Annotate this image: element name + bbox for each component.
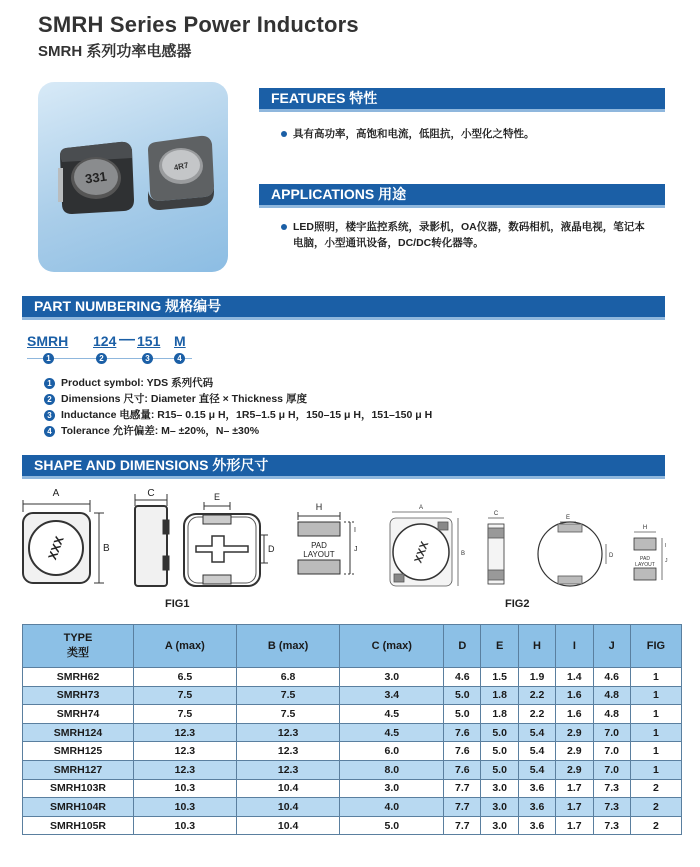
value-cell: 4.6 xyxy=(444,668,481,687)
column-header: D xyxy=(444,625,481,668)
fig2-dim-d: D xyxy=(609,553,614,559)
value-cell: 10.4 xyxy=(236,798,340,817)
value-cell: 1.8 xyxy=(481,686,518,705)
fig2-dim-c: C xyxy=(493,511,499,517)
value-cell: 4.8 xyxy=(593,705,630,724)
part-number-segment: M xyxy=(174,333,186,349)
value-cell: 7.7 xyxy=(444,779,481,798)
applications-heading: APPLICATIONS 用途 xyxy=(259,184,665,205)
dim-label-e: E xyxy=(213,492,221,502)
table-row xyxy=(23,742,682,761)
value-cell: 2 xyxy=(630,816,681,835)
value-cell: 1 xyxy=(630,760,681,779)
value-cell: 7.6 xyxy=(444,742,481,761)
value-cell: 7.0 xyxy=(593,723,630,742)
value-cell: 2.2 xyxy=(518,705,555,724)
value-cell: 1.8 xyxy=(481,705,518,724)
type-cell: SMRH62 xyxy=(23,668,134,687)
fig2-dim-j: J xyxy=(665,558,668,564)
value-cell: 3.6 xyxy=(518,798,555,817)
shape-dimensions-heading: SHAPE AND DIMENSIONS 外形尺寸 xyxy=(22,455,665,476)
column-header: H xyxy=(518,625,555,668)
value-cell: 1.6 xyxy=(556,705,593,724)
fig1-drawing xyxy=(14,486,364,598)
value-cell: 3.6 xyxy=(518,816,555,835)
value-cell: 12.3 xyxy=(236,723,340,742)
type-cell: SMRH127 xyxy=(23,760,134,779)
table-row xyxy=(23,705,682,724)
fig2-dim-b: B xyxy=(461,551,466,557)
page-subtitle: SMRH 系列功率电感器 xyxy=(38,43,192,60)
value-cell: 4.8 xyxy=(593,686,630,705)
value-cell: 7.5 xyxy=(236,705,340,724)
value-cell: 5.4 xyxy=(518,760,555,779)
fig2-pad: PAD xyxy=(640,556,650,562)
value-cell: 5.0 xyxy=(481,760,518,779)
value-cell: 1 xyxy=(630,686,681,705)
value-cell: 7.0 xyxy=(593,742,630,761)
table-row xyxy=(23,779,682,798)
value-cell: 3.0 xyxy=(481,779,518,798)
fig2-layout: LAYOUT xyxy=(635,562,655,568)
inductor-illustration xyxy=(38,82,228,272)
value-cell: 10.4 xyxy=(236,779,340,798)
value-cell: 6.8 xyxy=(236,668,340,687)
dim-label-j: J xyxy=(354,546,358,553)
fig2-dim-h: H xyxy=(642,525,648,531)
value-cell: 2 xyxy=(630,779,681,798)
value-cell: 3.6 xyxy=(518,779,555,798)
table-row xyxy=(23,760,682,779)
value-cell: 4.5 xyxy=(340,705,444,724)
dim-label-a: A xyxy=(52,488,60,499)
value-cell: 5.4 xyxy=(518,742,555,761)
value-cell: 2.9 xyxy=(556,742,593,761)
value-cell: 12.3 xyxy=(236,742,340,761)
table-body xyxy=(23,668,682,835)
value-cell: 1 xyxy=(630,742,681,761)
value-cell: 3.0 xyxy=(340,668,444,687)
dimensions-table xyxy=(22,624,682,835)
type-cell: SMRH125 xyxy=(23,742,134,761)
value-cell: 5.0 xyxy=(444,686,481,705)
value-cell: 7.5 xyxy=(134,686,237,705)
inductor-marking: 331 xyxy=(84,168,108,187)
table-row xyxy=(23,816,682,835)
marker-2: 2 xyxy=(96,353,107,364)
inductor-marking: 4R7 xyxy=(172,160,190,173)
features-heading: FEATURES 特性 xyxy=(259,88,665,109)
value-cell: 1.6 xyxy=(556,686,593,705)
fig1-label: FIG1 xyxy=(165,598,190,610)
bullet-icon xyxy=(281,224,287,230)
table-row xyxy=(23,723,682,742)
pad-label: PAD xyxy=(311,541,327,550)
legend-row: 2 Dimensions 尺寸: Diameter 直径 × Thickness 厚度 xyxy=(44,391,432,407)
table-header-row xyxy=(23,625,682,668)
dim-label-h: H xyxy=(315,502,323,512)
value-cell: 7.0 xyxy=(593,760,630,779)
marking-text: XXX xyxy=(45,534,67,562)
value-cell: 10.3 xyxy=(134,779,237,798)
value-cell: 3.0 xyxy=(481,798,518,817)
value-cell: 1 xyxy=(630,668,681,687)
value-cell: 5.0 xyxy=(340,816,444,835)
column-header: B (max) xyxy=(236,625,340,668)
legend-row: 4 Tolerance 允许偏差: M– ±20%，N– ±30% xyxy=(44,423,432,439)
value-cell: 12.3 xyxy=(134,760,237,779)
type-cell: SMRH124 xyxy=(23,723,134,742)
value-cell: 7.6 xyxy=(444,723,481,742)
part-numbering-legend xyxy=(44,375,432,439)
dim-label-b: B xyxy=(103,543,110,554)
value-cell: 12.3 xyxy=(236,760,340,779)
part-number-dash: — xyxy=(119,331,135,348)
fig2-marking: XXX xyxy=(412,539,432,565)
column-header: I xyxy=(556,625,593,668)
type-cell: SMRH73 xyxy=(23,686,134,705)
part-number-segment: 151 xyxy=(137,333,161,349)
value-cell: 1.7 xyxy=(556,779,593,798)
column-header: J xyxy=(593,625,630,668)
table-row xyxy=(23,686,682,705)
value-cell: 10.3 xyxy=(134,816,237,835)
fig2-label: FIG2 xyxy=(505,598,530,610)
marker-1: 1 xyxy=(43,353,54,364)
dim-label-d: D xyxy=(268,544,275,554)
value-cell: 5.4 xyxy=(518,723,555,742)
value-cell: 7.7 xyxy=(444,798,481,817)
value-cell: 3.4 xyxy=(340,686,444,705)
value-cell: 7.5 xyxy=(236,686,340,705)
column-header: E xyxy=(481,625,518,668)
value-cell: 1.7 xyxy=(556,816,593,835)
value-cell: 4.6 xyxy=(593,668,630,687)
value-cell: 4.0 xyxy=(340,798,444,817)
part-numbering-heading: PART NUMBERING 规格编号 xyxy=(22,296,665,317)
product-photo xyxy=(38,82,228,272)
value-cell: 4.5 xyxy=(340,723,444,742)
type-cell: SMRH105R xyxy=(23,816,134,835)
fig2-drawing xyxy=(380,502,680,598)
value-cell: 5.0 xyxy=(444,705,481,724)
legend-row: 1 Product symbol: YDS 系列代码 xyxy=(44,375,432,391)
value-cell: 1.7 xyxy=(556,798,593,817)
value-cell: 1.5 xyxy=(481,668,518,687)
value-cell: 12.3 xyxy=(134,742,237,761)
value-cell: 7.6 xyxy=(444,760,481,779)
features-item: 具有高功率，高饱和电流，低阻抗，小型化之特性。 xyxy=(281,126,535,142)
part-number-example xyxy=(27,333,207,369)
marker-4: 4 xyxy=(174,353,185,364)
layout-label: LAYOUT xyxy=(303,550,335,559)
value-cell: 7.5 xyxy=(134,705,237,724)
value-cell: 6.5 xyxy=(134,668,237,687)
page-title: SMRH Series Power Inductors xyxy=(38,12,359,37)
value-cell: 2.2 xyxy=(518,686,555,705)
column-header: A (max) xyxy=(134,625,237,668)
value-cell: 7.3 xyxy=(593,779,630,798)
value-cell: 7.3 xyxy=(593,798,630,817)
type-cell: SMRH104R xyxy=(23,798,134,817)
value-cell: 2 xyxy=(630,798,681,817)
column-header: FIG xyxy=(630,625,681,668)
value-cell: 8.0 xyxy=(340,760,444,779)
fig2-dim-a: A xyxy=(418,505,424,511)
legend-row: 3 Inductance 电感量: R15– 0.15 μ H，1R5–1.5 μ H，150–15 μ H，151–150 μ H xyxy=(44,407,432,423)
applications-item: LED照明，楼宇监控系统，录影机，OA仪器，数码相机，液晶电视，笔记本 xyxy=(281,219,645,235)
type-cell: SMRH103R xyxy=(23,779,134,798)
value-cell: 1 xyxy=(630,723,681,742)
table-row xyxy=(23,798,682,817)
value-cell: 1 xyxy=(630,705,681,724)
applications-item-cont: 电脑，小型通讯设备，DC/DC转化器等。 xyxy=(293,237,484,249)
column-header: C (max) xyxy=(340,625,444,668)
fig2-dim-i: I xyxy=(665,543,667,549)
value-cell: 5.0 xyxy=(481,742,518,761)
value-cell: 2.9 xyxy=(556,723,593,742)
marker-3: 3 xyxy=(142,353,153,364)
fig2-dim-e: E xyxy=(565,515,571,521)
value-cell: 7.3 xyxy=(593,816,630,835)
part-number-segment: SMRH xyxy=(27,333,69,349)
part-number-segment: 124 xyxy=(93,333,117,349)
dim-label-i: I xyxy=(354,527,356,534)
value-cell: 3.0 xyxy=(340,779,444,798)
value-cell: 3.0 xyxy=(481,816,518,835)
value-cell: 10.3 xyxy=(134,798,237,817)
table-row xyxy=(23,668,682,687)
value-cell: 5.0 xyxy=(481,723,518,742)
value-cell: 2.9 xyxy=(556,760,593,779)
value-cell: 1.4 xyxy=(556,668,593,687)
type-cell: SMRH74 xyxy=(23,705,134,724)
value-cell: 12.3 xyxy=(134,723,237,742)
dim-label-c: C xyxy=(147,488,155,499)
value-cell: 7.7 xyxy=(444,816,481,835)
value-cell: 6.0 xyxy=(340,742,444,761)
bullet-icon xyxy=(281,131,287,137)
value-cell: 1.9 xyxy=(518,668,555,687)
value-cell: 10.4 xyxy=(236,816,340,835)
column-header-type: TYPE 类型 xyxy=(23,625,134,668)
